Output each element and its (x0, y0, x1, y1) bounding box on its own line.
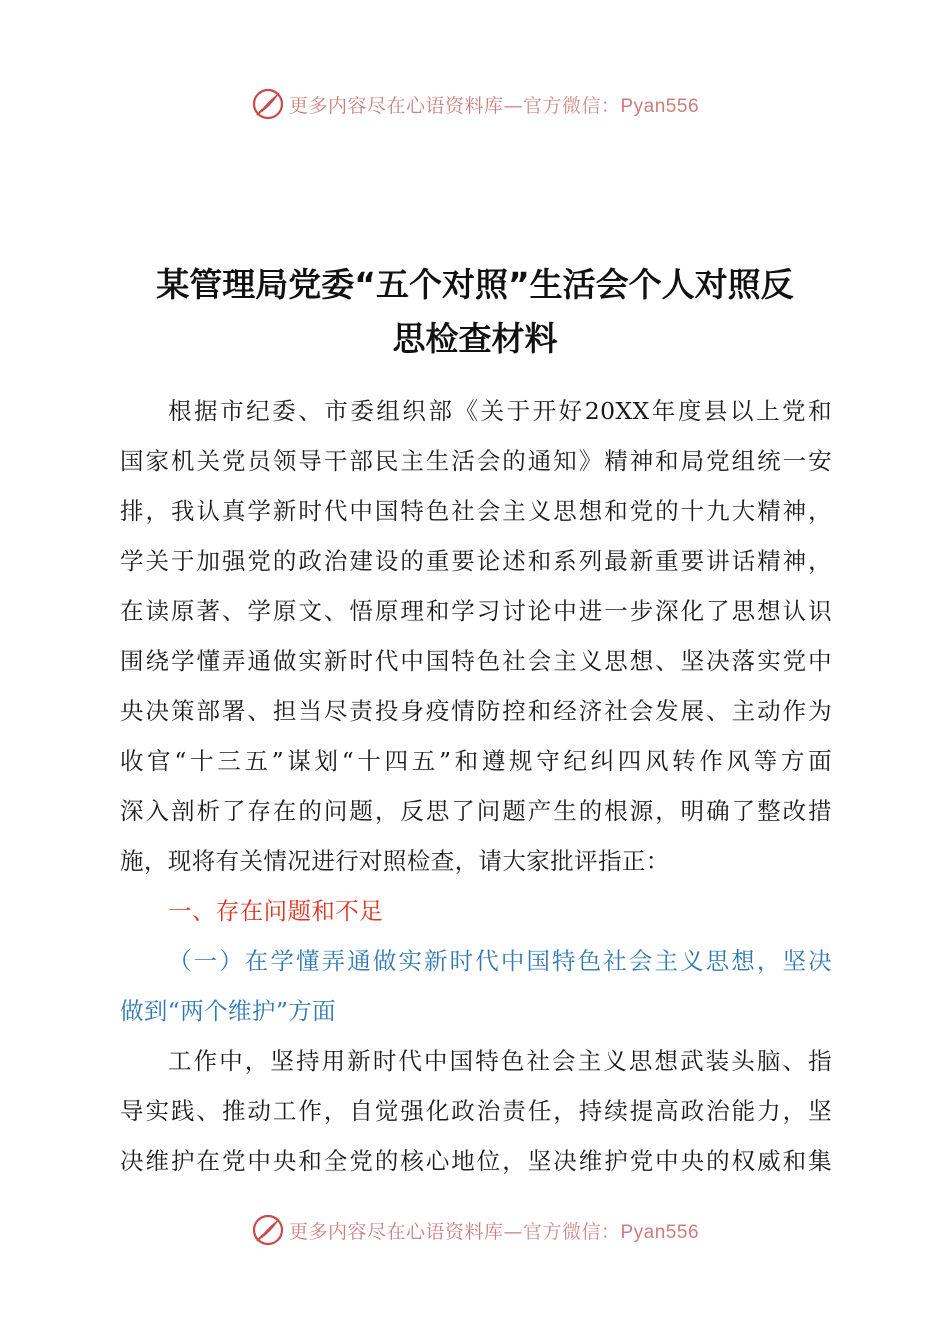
footer-watermark (0, 1210, 950, 1250)
watermark-main: 更多内容尽在心语资料库 (288, 1220, 504, 1243)
document-title (100, 258, 850, 366)
watermark-text (289, 1217, 699, 1244)
paragraph-line: 国家机关党员领导干部民主生活会的通知》精神和局党组统一安 (120, 447, 832, 475)
title-line-2: 思检查材料 (392, 319, 558, 358)
watermark-label: 官方微信： (522, 1220, 621, 1243)
watermark-id: Pyan556 (620, 95, 700, 117)
quill-logo-icon (251, 1213, 285, 1247)
quill-logo-icon (251, 87, 285, 121)
watermark-dash: — (503, 1220, 523, 1243)
watermark-main: 更多内容尽在心语资料库 (288, 94, 504, 117)
paragraph-line: 施，现将有关情况进行对照检查，请大家批评指正： (120, 847, 670, 875)
paragraph-line: 收官“十三五”谋划“十四五”和遵规守纪纠四风转作风等方面 (120, 747, 832, 775)
title-line-1: 某管理局党委“五个对照”生活会个人对照反 (156, 265, 794, 304)
subsection-heading-line-1: （一）在学懂弄通做实新时代中国特色社会主义思想，坚决 (168, 947, 832, 975)
paragraph-line: 工作中，坚持用新时代中国特色社会主义思想武装头脑、指 (168, 1047, 832, 1075)
watermark-dash: — (503, 94, 523, 117)
paragraph-line: 导实践、推动工作，自觉强化政治责任，持续提高政治能力，坚 (120, 1097, 832, 1125)
paragraph-line: 根据市纪委、市委组织部《关于开好20XX年度县以上党和 (168, 397, 832, 425)
paragraph-line: 在读原著、学原文、悟原理和学习讨论中进一步深化了思想认识 (120, 597, 832, 625)
paragraph-line: 央决策部署、担当尽责投身疫情防控和经济社会发展、主动作为 (120, 697, 832, 725)
paragraph-line: 排，我认真学新时代中国特色社会主义思想和党的十九大精神， (120, 497, 832, 525)
paragraph-line: 围绕学懂弄通做实新时代中国特色社会主义思想、坚决落实党中 (120, 647, 832, 675)
watermark-text (289, 91, 699, 118)
paragraph-line: 深入剖析了存在的问题，反思了问题产生的根源，明确了整改措 (120, 797, 832, 825)
watermark-id: Pyan556 (620, 1221, 700, 1243)
header-watermark (0, 84, 950, 124)
section-heading: 一、存在问题和不足 (168, 897, 384, 925)
watermark-label: 官方微信： (522, 94, 621, 117)
paragraph-line: 决维护在党中央和全党的核心地位，坚决维护党中央的权威和集 (120, 1147, 832, 1175)
paragraph-line: 学关于加强党的政治建设的重要论述和系列最新重要讲话精神， (120, 547, 832, 575)
subsection-heading-line-2: 做到“两个维护”方面 (120, 997, 337, 1025)
